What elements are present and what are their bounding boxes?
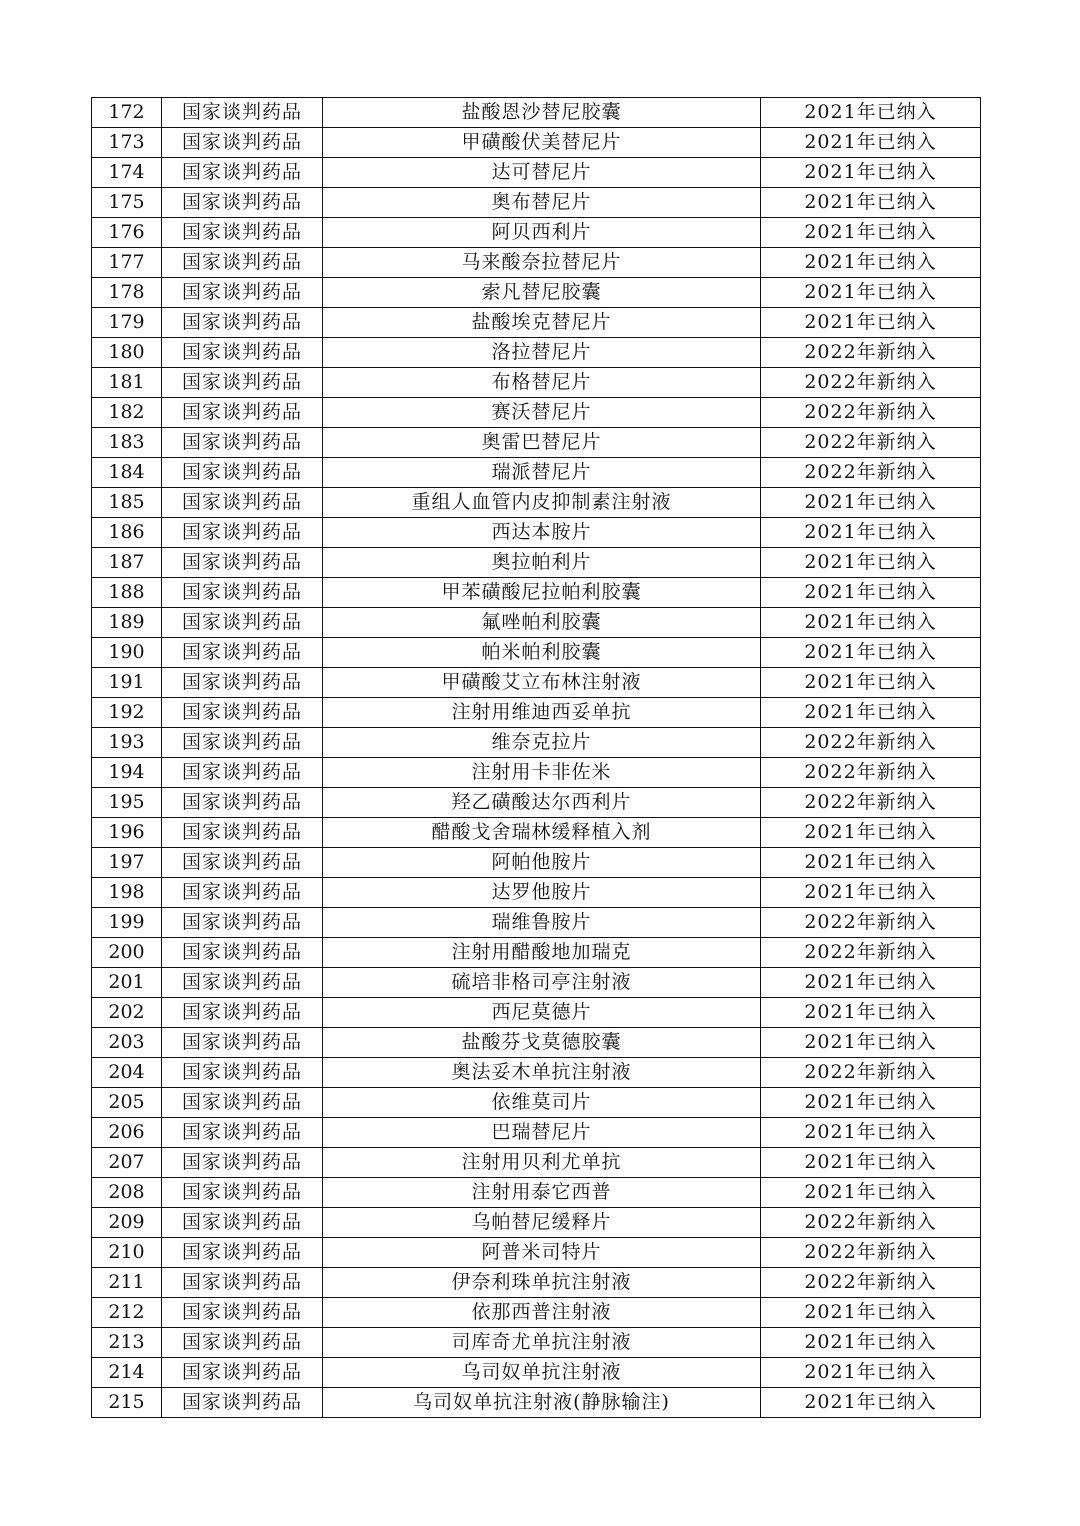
row-number-cell: 189 [92, 608, 162, 638]
table-row [92, 1358, 981, 1388]
table-row [92, 1088, 981, 1118]
drug-name-cell: 马来酸奈拉替尼片 [323, 248, 761, 278]
row-number-cell: 208 [92, 1178, 162, 1208]
status-cell: 2022年新纳入 [761, 728, 981, 758]
status-cell: 2021年已纳入 [761, 818, 981, 848]
status-cell: 2021年已纳入 [761, 248, 981, 278]
status-cell: 2022年新纳入 [761, 428, 981, 458]
category-cell: 国家谈判药品 [162, 668, 323, 698]
category-cell: 国家谈判药品 [162, 518, 323, 548]
table-row [92, 368, 981, 398]
drug-name-cell: 注射用泰它西普 [323, 1178, 761, 1208]
status-cell: 2021年已纳入 [761, 1118, 981, 1148]
row-number-cell: 202 [92, 998, 162, 1028]
drug-name-cell: 盐酸芬戈莫德胶囊 [323, 1028, 761, 1058]
status-cell: 2022年新纳入 [761, 758, 981, 788]
drug-name-cell: 阿贝西利片 [323, 218, 761, 248]
table-row [92, 608, 981, 638]
category-cell: 国家谈判药品 [162, 368, 323, 398]
status-cell: 2021年已纳入 [761, 308, 981, 338]
drug-name-cell: 司库奇尤单抗注射液 [323, 1328, 761, 1358]
table-row [92, 1058, 981, 1088]
table-row [92, 128, 981, 158]
drug-name-cell: 奥布替尼片 [323, 188, 761, 218]
status-cell: 2021年已纳入 [761, 518, 981, 548]
status-cell: 2021年已纳入 [761, 488, 981, 518]
drug-name-cell: 羟乙磺酸达尔西利片 [323, 788, 761, 818]
drug-name-cell: 阿普米司特片 [323, 1238, 761, 1268]
row-number-cell: 203 [92, 1028, 162, 1058]
table-row [92, 518, 981, 548]
table-row [92, 248, 981, 278]
drug-name-cell: 达可替尼片 [323, 158, 761, 188]
drug-name-cell: 乌司奴单抗注射液(静脉输注) [323, 1388, 761, 1418]
row-number-cell: 214 [92, 1358, 162, 1388]
status-cell: 2021年已纳入 [761, 668, 981, 698]
status-cell: 2022年新纳入 [761, 1238, 981, 1268]
category-cell: 国家谈判药品 [162, 248, 323, 278]
table-row [92, 1208, 981, 1238]
drug-name-cell: 氟唑帕利胶囊 [323, 608, 761, 638]
category-cell: 国家谈判药品 [162, 1358, 323, 1388]
table-row [92, 698, 981, 728]
category-cell: 国家谈判药品 [162, 1148, 323, 1178]
row-number-cell: 181 [92, 368, 162, 398]
row-number-cell: 173 [92, 128, 162, 158]
drug-name-cell: 伊奈利珠单抗注射液 [323, 1268, 761, 1298]
category-cell: 国家谈判药品 [162, 968, 323, 998]
status-cell: 2021年已纳入 [761, 98, 981, 128]
category-cell: 国家谈判药品 [162, 758, 323, 788]
table-row [92, 668, 981, 698]
row-number-cell: 182 [92, 398, 162, 428]
row-number-cell: 188 [92, 578, 162, 608]
row-number-cell: 175 [92, 188, 162, 218]
category-cell: 国家谈判药品 [162, 458, 323, 488]
category-cell: 国家谈判药品 [162, 278, 323, 308]
table-row [92, 878, 981, 908]
drug-name-cell: 瑞维鲁胺片 [323, 908, 761, 938]
category-cell: 国家谈判药品 [162, 608, 323, 638]
status-cell: 2022年新纳入 [761, 338, 981, 368]
category-cell: 国家谈判药品 [162, 878, 323, 908]
category-cell: 国家谈判药品 [162, 1328, 323, 1358]
table-row [92, 98, 981, 128]
status-cell: 2022年新纳入 [761, 368, 981, 398]
table-row [92, 968, 981, 998]
row-number-cell: 204 [92, 1058, 162, 1088]
category-cell: 国家谈判药品 [162, 698, 323, 728]
drug-name-cell: 帕米帕利胶囊 [323, 638, 761, 668]
drug-name-cell: 甲苯磺酸尼拉帕利胶囊 [323, 578, 761, 608]
table-row [92, 398, 981, 428]
status-cell: 2021年已纳入 [761, 548, 981, 578]
row-number-cell: 210 [92, 1238, 162, 1268]
drug-table [91, 97, 981, 1418]
row-number-cell: 193 [92, 728, 162, 758]
drug-name-cell: 醋酸戈舍瑞林缓释植入剂 [323, 818, 761, 848]
row-number-cell: 207 [92, 1148, 162, 1178]
drug-name-cell: 达罗他胺片 [323, 878, 761, 908]
row-number-cell: 205 [92, 1088, 162, 1118]
category-cell: 国家谈判药品 [162, 578, 323, 608]
status-cell: 2021年已纳入 [761, 698, 981, 728]
status-cell: 2021年已纳入 [761, 848, 981, 878]
status-cell: 2021年已纳入 [761, 998, 981, 1028]
status-cell: 2021年已纳入 [761, 1328, 981, 1358]
category-cell: 国家谈判药品 [162, 428, 323, 458]
row-number-cell: 211 [92, 1268, 162, 1298]
drug-name-cell: 重组人血管内皮抑制素注射液 [323, 488, 761, 518]
category-cell: 国家谈判药品 [162, 1298, 323, 1328]
drug-name-cell: 瑞派替尼片 [323, 458, 761, 488]
table-row [92, 938, 981, 968]
table-row [92, 428, 981, 458]
status-cell: 2022年新纳入 [761, 938, 981, 968]
category-cell: 国家谈判药品 [162, 908, 323, 938]
drug-name-cell: 巴瑞替尼片 [323, 1118, 761, 1148]
status-cell: 2022年新纳入 [761, 458, 981, 488]
row-number-cell: 183 [92, 428, 162, 458]
row-number-cell: 177 [92, 248, 162, 278]
status-cell: 2021年已纳入 [761, 1388, 981, 1418]
category-cell: 国家谈判药品 [162, 488, 323, 518]
row-number-cell: 186 [92, 518, 162, 548]
drug-name-cell: 维奈克拉片 [323, 728, 761, 758]
category-cell: 国家谈判药品 [162, 818, 323, 848]
category-cell: 国家谈判药品 [162, 128, 323, 158]
category-cell: 国家谈判药品 [162, 1178, 323, 1208]
status-cell: 2021年已纳入 [761, 1298, 981, 1328]
row-number-cell: 178 [92, 278, 162, 308]
status-cell: 2021年已纳入 [761, 188, 981, 218]
row-number-cell: 200 [92, 938, 162, 968]
status-cell: 2021年已纳入 [761, 278, 981, 308]
status-cell: 2021年已纳入 [761, 1028, 981, 1058]
drug-name-cell: 西尼莫德片 [323, 998, 761, 1028]
row-number-cell: 176 [92, 218, 162, 248]
category-cell: 国家谈判药品 [162, 548, 323, 578]
row-number-cell: 180 [92, 338, 162, 368]
status-cell: 2022年新纳入 [761, 788, 981, 818]
table-row [92, 1148, 981, 1178]
table-row [92, 1178, 981, 1208]
drug-name-cell: 阿帕他胺片 [323, 848, 761, 878]
table-row [92, 818, 981, 848]
category-cell: 国家谈判药品 [162, 938, 323, 968]
drug-name-cell: 奥雷巴替尼片 [323, 428, 761, 458]
drug-name-cell: 注射用卡非佐米 [323, 758, 761, 788]
status-cell: 2021年已纳入 [761, 1148, 981, 1178]
drug-name-cell: 索凡替尼胶囊 [323, 278, 761, 308]
drug-name-cell: 乌帕替尼缓释片 [323, 1208, 761, 1238]
row-number-cell: 213 [92, 1328, 162, 1358]
status-cell: 2021年已纳入 [761, 608, 981, 638]
status-cell: 2022年新纳入 [761, 908, 981, 938]
table-row [92, 1298, 981, 1328]
row-number-cell: 194 [92, 758, 162, 788]
status-cell: 2021年已纳入 [761, 578, 981, 608]
category-cell: 国家谈判药品 [162, 728, 323, 758]
table-row [92, 1028, 981, 1058]
drug-name-cell: 盐酸埃克替尼片 [323, 308, 761, 338]
row-number-cell: 199 [92, 908, 162, 938]
row-number-cell: 201 [92, 968, 162, 998]
status-cell: 2021年已纳入 [761, 638, 981, 668]
row-number-cell: 196 [92, 818, 162, 848]
drug-name-cell: 依维莫司片 [323, 1088, 761, 1118]
status-cell: 2021年已纳入 [761, 968, 981, 998]
row-number-cell: 198 [92, 878, 162, 908]
status-cell: 2021年已纳入 [761, 1178, 981, 1208]
drug-name-cell: 盐酸恩沙替尼胶囊 [323, 98, 761, 128]
drug-name-cell: 乌司奴单抗注射液 [323, 1358, 761, 1388]
status-cell: 2022年新纳入 [761, 1208, 981, 1238]
category-cell: 国家谈判药品 [162, 1268, 323, 1298]
table-row [92, 1388, 981, 1418]
category-cell: 国家谈判药品 [162, 638, 323, 668]
table-row [92, 578, 981, 608]
category-cell: 国家谈判药品 [162, 398, 323, 428]
category-cell: 国家谈判药品 [162, 1118, 323, 1148]
status-cell: 2021年已纳入 [761, 158, 981, 188]
drug-name-cell: 奥法妥木单抗注射液 [323, 1058, 761, 1088]
row-number-cell: 190 [92, 638, 162, 668]
table-row [92, 218, 981, 248]
status-cell: 2021年已纳入 [761, 128, 981, 158]
table-row [92, 788, 981, 818]
category-cell: 国家谈判药品 [162, 848, 323, 878]
row-number-cell: 209 [92, 1208, 162, 1238]
status-cell: 2021年已纳入 [761, 218, 981, 248]
drug-name-cell: 硫培非格司亭注射液 [323, 968, 761, 998]
drug-name-cell: 洛拉替尼片 [323, 338, 761, 368]
category-cell: 国家谈判药品 [162, 788, 323, 818]
table-row [92, 1268, 981, 1298]
table-row [92, 308, 981, 338]
row-number-cell: 187 [92, 548, 162, 578]
table-row [92, 848, 981, 878]
row-number-cell: 179 [92, 308, 162, 338]
status-cell: 2021年已纳入 [761, 1358, 981, 1388]
row-number-cell: 206 [92, 1118, 162, 1148]
drug-name-cell: 注射用贝利尤单抗 [323, 1148, 761, 1178]
table-body [92, 98, 981, 1418]
category-cell: 国家谈判药品 [162, 1088, 323, 1118]
drug-name-cell: 依那西普注射液 [323, 1298, 761, 1328]
category-cell: 国家谈判药品 [162, 1388, 323, 1418]
category-cell: 国家谈判药品 [162, 1208, 323, 1238]
table-row [92, 548, 981, 578]
table-row [92, 908, 981, 938]
category-cell: 国家谈判药品 [162, 1238, 323, 1268]
status-cell: 2022年新纳入 [761, 1058, 981, 1088]
row-number-cell: 174 [92, 158, 162, 188]
row-number-cell: 185 [92, 488, 162, 518]
drug-name-cell: 赛沃替尼片 [323, 398, 761, 428]
row-number-cell: 172 [92, 98, 162, 128]
category-cell: 国家谈判药品 [162, 998, 323, 1028]
drug-name-cell: 注射用醋酸地加瑞克 [323, 938, 761, 968]
drug-name-cell: 西达本胺片 [323, 518, 761, 548]
table-row [92, 1328, 981, 1358]
category-cell: 国家谈判药品 [162, 98, 323, 128]
table-row [92, 1238, 981, 1268]
row-number-cell: 197 [92, 848, 162, 878]
status-cell: 2022年新纳入 [761, 398, 981, 428]
table-row [92, 758, 981, 788]
row-number-cell: 184 [92, 458, 162, 488]
table-row [92, 1118, 981, 1148]
drug-name-cell: 甲磺酸伏美替尼片 [323, 128, 761, 158]
status-cell: 2021年已纳入 [761, 1088, 981, 1118]
category-cell: 国家谈判药品 [162, 188, 323, 218]
table-row [92, 158, 981, 188]
table-row [92, 278, 981, 308]
table-row [92, 458, 981, 488]
table-row [92, 728, 981, 758]
table-row [92, 638, 981, 668]
status-cell: 2021年已纳入 [761, 878, 981, 908]
drug-name-cell: 布格替尼片 [323, 368, 761, 398]
table-row [92, 188, 981, 218]
category-cell: 国家谈判药品 [162, 308, 323, 338]
row-number-cell: 215 [92, 1388, 162, 1418]
row-number-cell: 191 [92, 668, 162, 698]
table-row [92, 338, 981, 368]
category-cell: 国家谈判药品 [162, 158, 323, 188]
drug-name-cell: 奥拉帕利片 [323, 548, 761, 578]
drug-name-cell: 甲磺酸艾立布林注射液 [323, 668, 761, 698]
category-cell: 国家谈判药品 [162, 338, 323, 368]
drug-name-cell: 注射用维迪西妥单抗 [323, 698, 761, 728]
category-cell: 国家谈判药品 [162, 1028, 323, 1058]
category-cell: 国家谈判药品 [162, 218, 323, 248]
status-cell: 2022年新纳入 [761, 1268, 981, 1298]
table-row [92, 998, 981, 1028]
row-number-cell: 192 [92, 698, 162, 728]
category-cell: 国家谈判药品 [162, 1058, 323, 1088]
row-number-cell: 195 [92, 788, 162, 818]
table-row [92, 488, 981, 518]
row-number-cell: 212 [92, 1298, 162, 1328]
